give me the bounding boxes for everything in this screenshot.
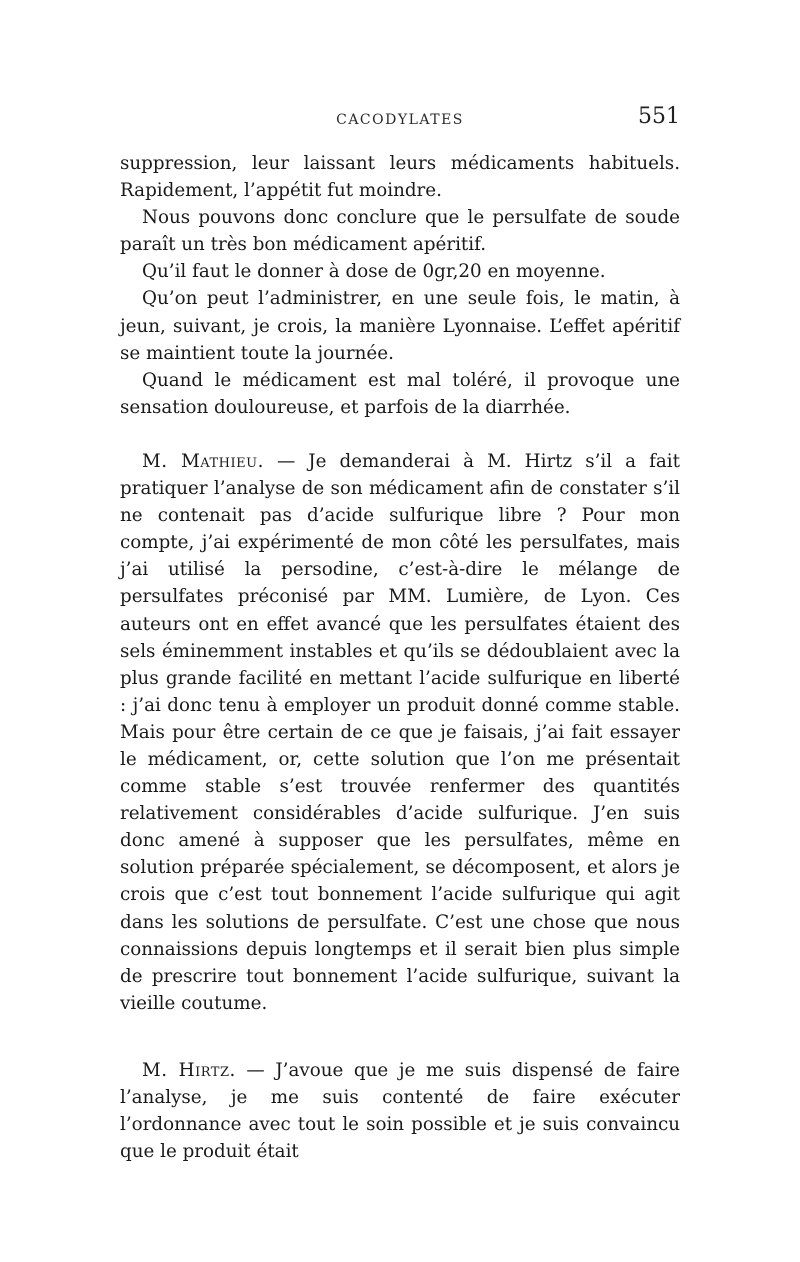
running-title: CACODYLATES: [336, 112, 464, 128]
body-text: [120, 150, 680, 1165]
page-number: 551: [638, 104, 680, 129]
paragraph-2: Nous pouvons donc conclure que le persulfate de soude paraît un très bon médicament apéritif.: [120, 207, 680, 256]
speech-text: — Je demanderai à M. Hirtz s’il a fait pratiquer l’analyse de son médicament afin de constater s’il ne contenait pas d’acide sulfurique libre ? Pour mon compte, j’ai expérimenté de mon côté les persulfates, mais j’ai utilisé la persodine, c’est-à-dire le mélange de persulfates préconisé par MM. Lumière, de Lyon. Ces auteurs ont en effet avancé que les persulfates étaient des sels éminemment instables et qu’ils se dédoublaient avec la plus grande facilité en mettant l’acide sulfurique en liberté : j’ai donc tenu à employer un produit donné comme stable. Mais pour être certain de ce que je faisais, j’ai fait essayer le médicament, or, cette solution que l’on me présentait comme stable s’est trouvée renfermer des quantités relativement considérables d’acide sulfurique. J’en suis donc amené à supposer que les persulfates, même en solution préparée spécialement, se décomposent, et alors je crois que c’est tout bonnement l’acide sulfurique qui agit dans les solutions de persulfate. C’est une chose que nous connaissions depuis longtemps et il serait bien plus simple de prescrire tout bonnement l’acide sulfurique, suivant la vieille coutume.: [120, 450, 680, 1014]
paragraph-5: Quand le médicament est mal toléré, il provoque une sensation douloureuse, et parfois de la diarrhée.: [120, 369, 680, 418]
paragraph-3: Qu’il faut le donner à dose de 0gr,20 en moyenne.: [142, 261, 606, 283]
page-header: [120, 104, 680, 136]
speech-text: — J’avoue que je me suis dispensé de faire l’analyse, je me suis contenté de faire exécuter l’ordonnance avec tout le soin possible et je suis convaincu que le produit était: [120, 1059, 680, 1163]
paragraph-1: suppression, leur laissant leurs médicaments habituels. Rapidement, l’appétit fut moindre.: [120, 153, 680, 202]
speaker-name: M. Hirtz.: [142, 1059, 236, 1081]
paragraph-4: Qu’on peut l’administrer, en une seule fois, le matin, à jeun, suivant, je crois, la manière Lyonnaise. L’effet apéritif se maintient toute la journée.: [120, 288, 680, 364]
paragraph-mathieu: [120, 448, 680, 1017]
speaker-name: M. Mathieu.: [142, 450, 264, 472]
paragraph-hirtz: [120, 1057, 680, 1165]
